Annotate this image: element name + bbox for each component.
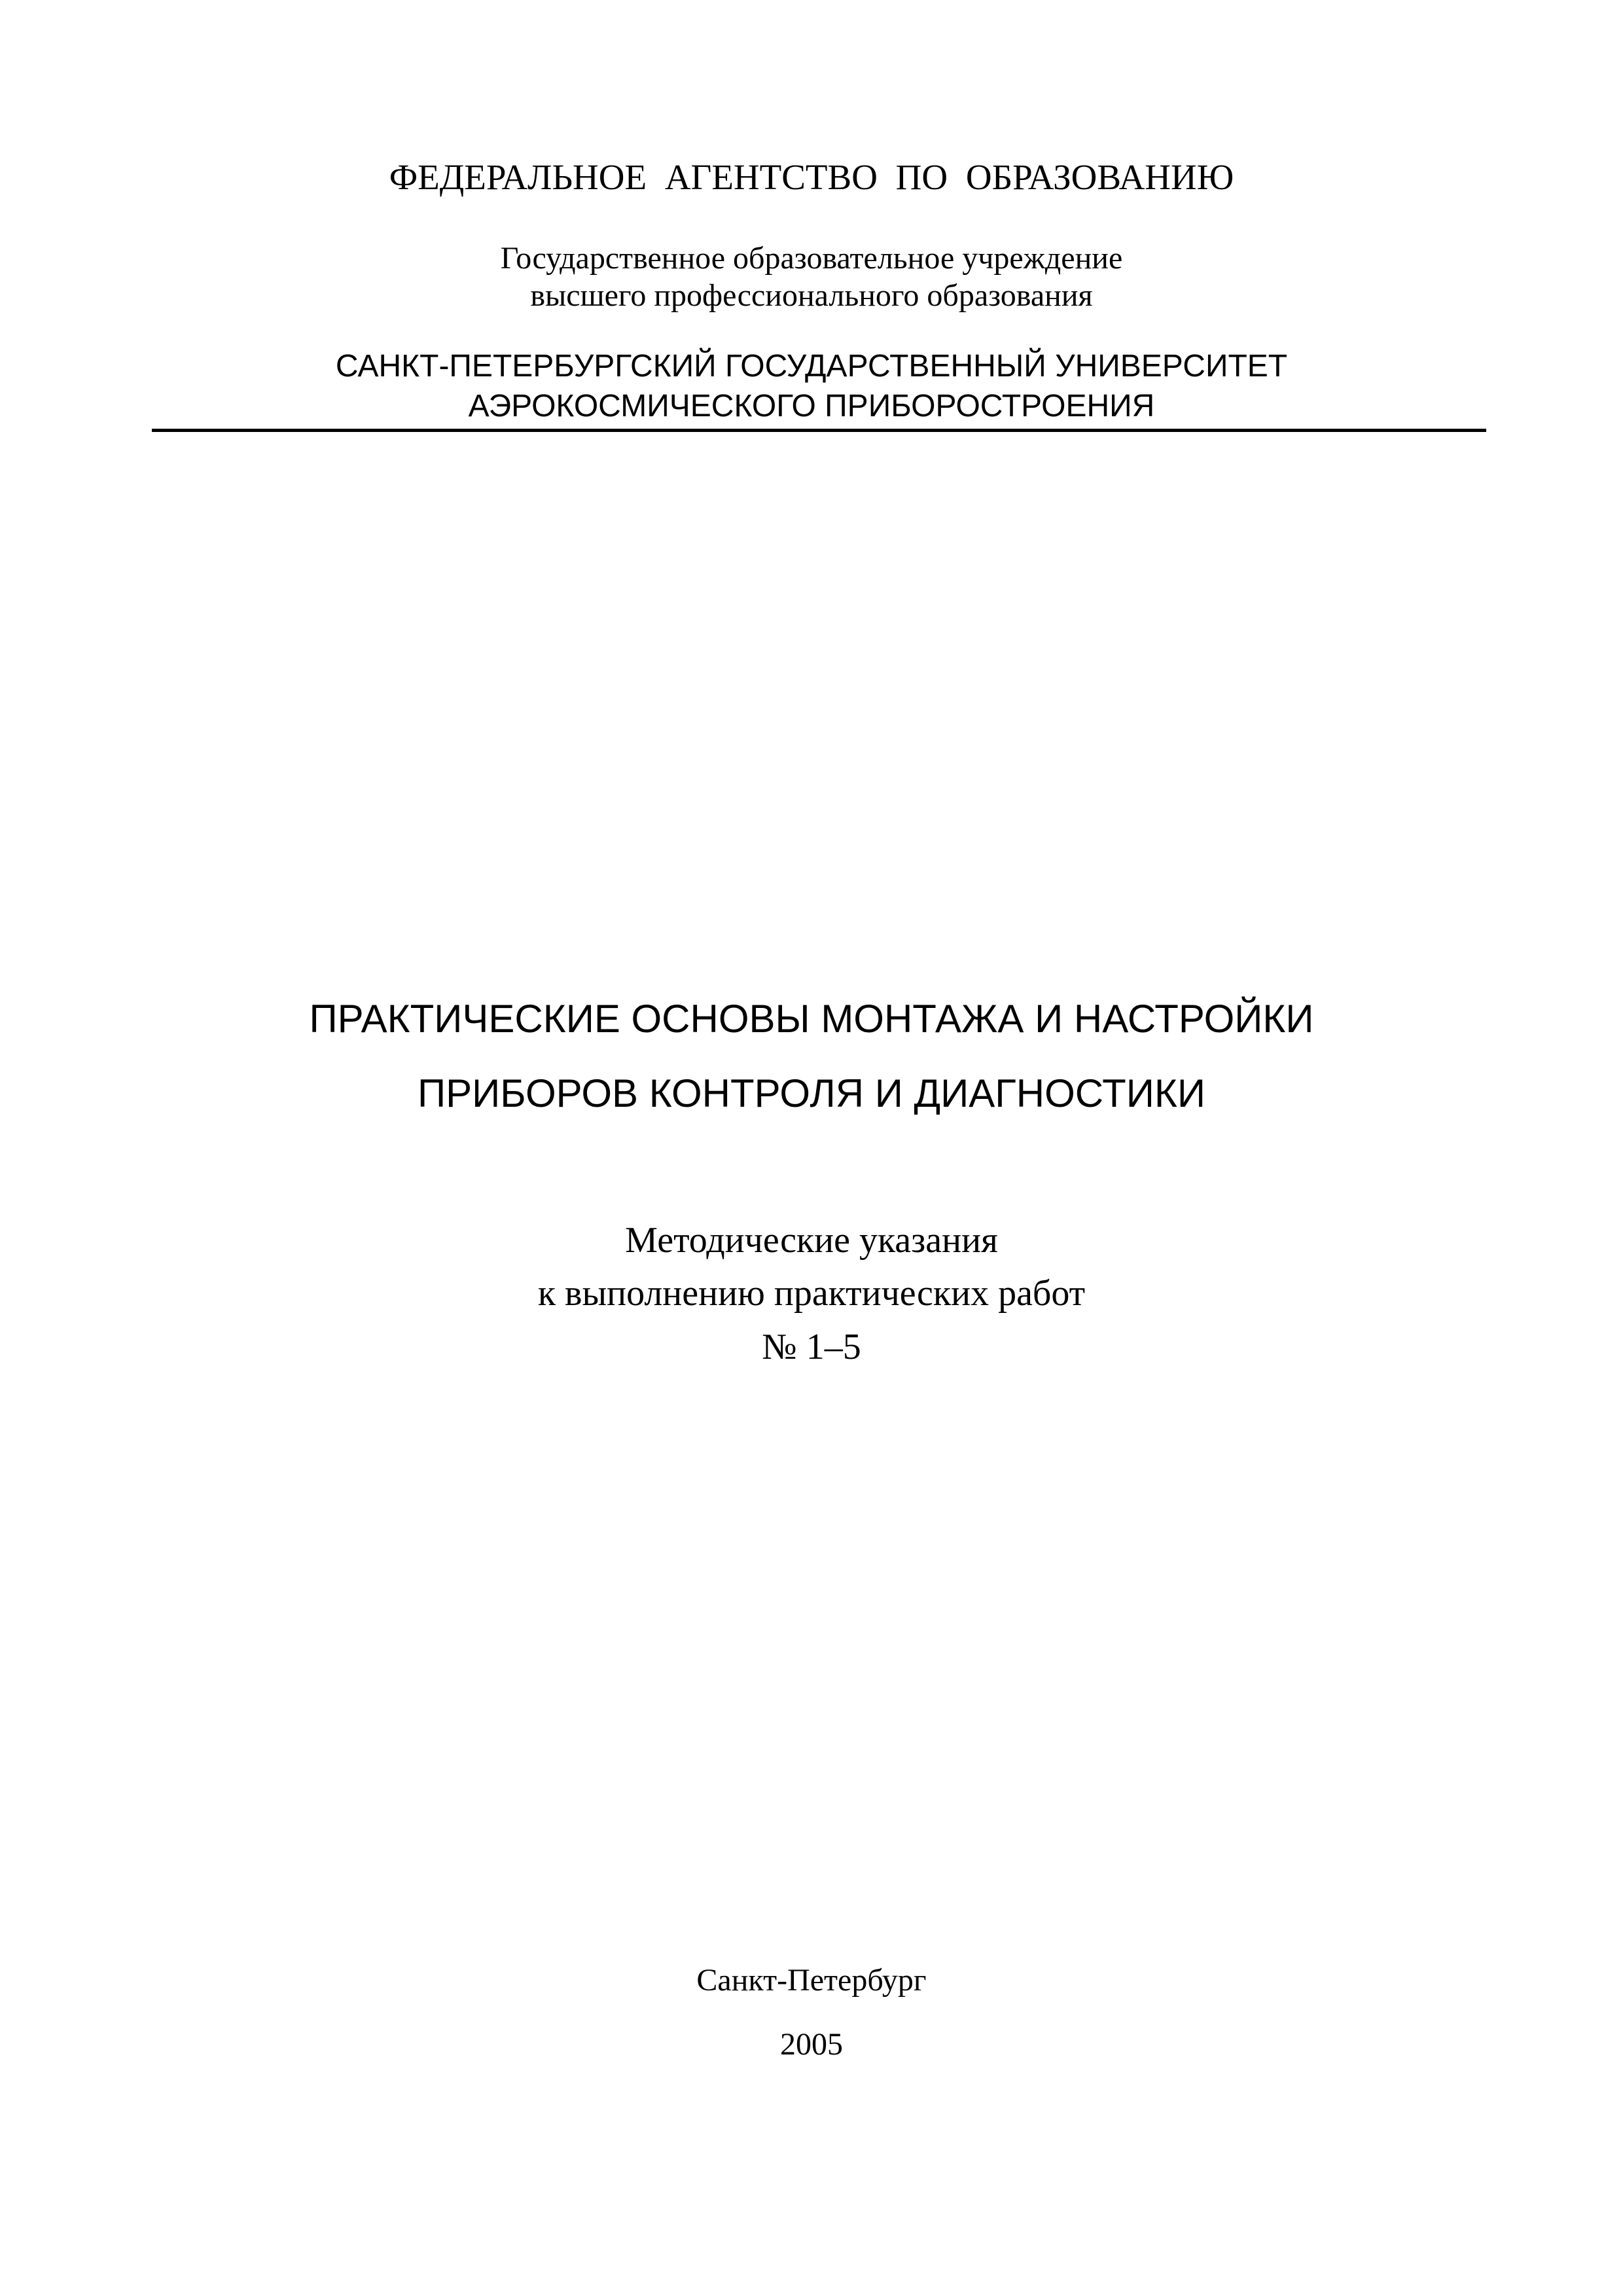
institution-type-line-1: Государственное образовательное учреждение [500,241,1123,276]
publication-year: 2005 [780,2027,843,2062]
university-name-line-1: САНКТ-ПЕТЕРБУРГСКИЙ ГОСУДАРСТВЕННЫЙ УНИВЕРСИТЕТ [335,349,1288,384]
university-name-line-2: АЭРОКОСМИЧЕСКОГО ПРИБОРОСТРОЕНИЯ [468,389,1155,423]
institution-type-line-2: высшего профессионального образования [530,278,1093,313]
header-divider [152,429,1486,432]
document-subtitle-line-1: Методические указания [625,1220,998,1261]
work-numbers: № 1–5 [762,1327,861,1367]
agency-name: ФЕДЕРАЛЬНОЕ АГЕНТСТВО ПО ОБРАЗОВАНИЮ [389,157,1234,197]
document-title-line-1: ПРАКТИЧЕСКИЕ ОСНОВЫ МОНТАЖА И НАСТРОЙКИ [309,997,1314,1041]
document-subtitle-line-2: к выполнению практических работ [537,1273,1086,1314]
publication-city: Санкт-Петербург [696,1963,927,1998]
document-title-line-2: ПРИБОРОВ КОНТРОЛЯ И ДИАГНОСТИКИ [418,1071,1205,1115]
